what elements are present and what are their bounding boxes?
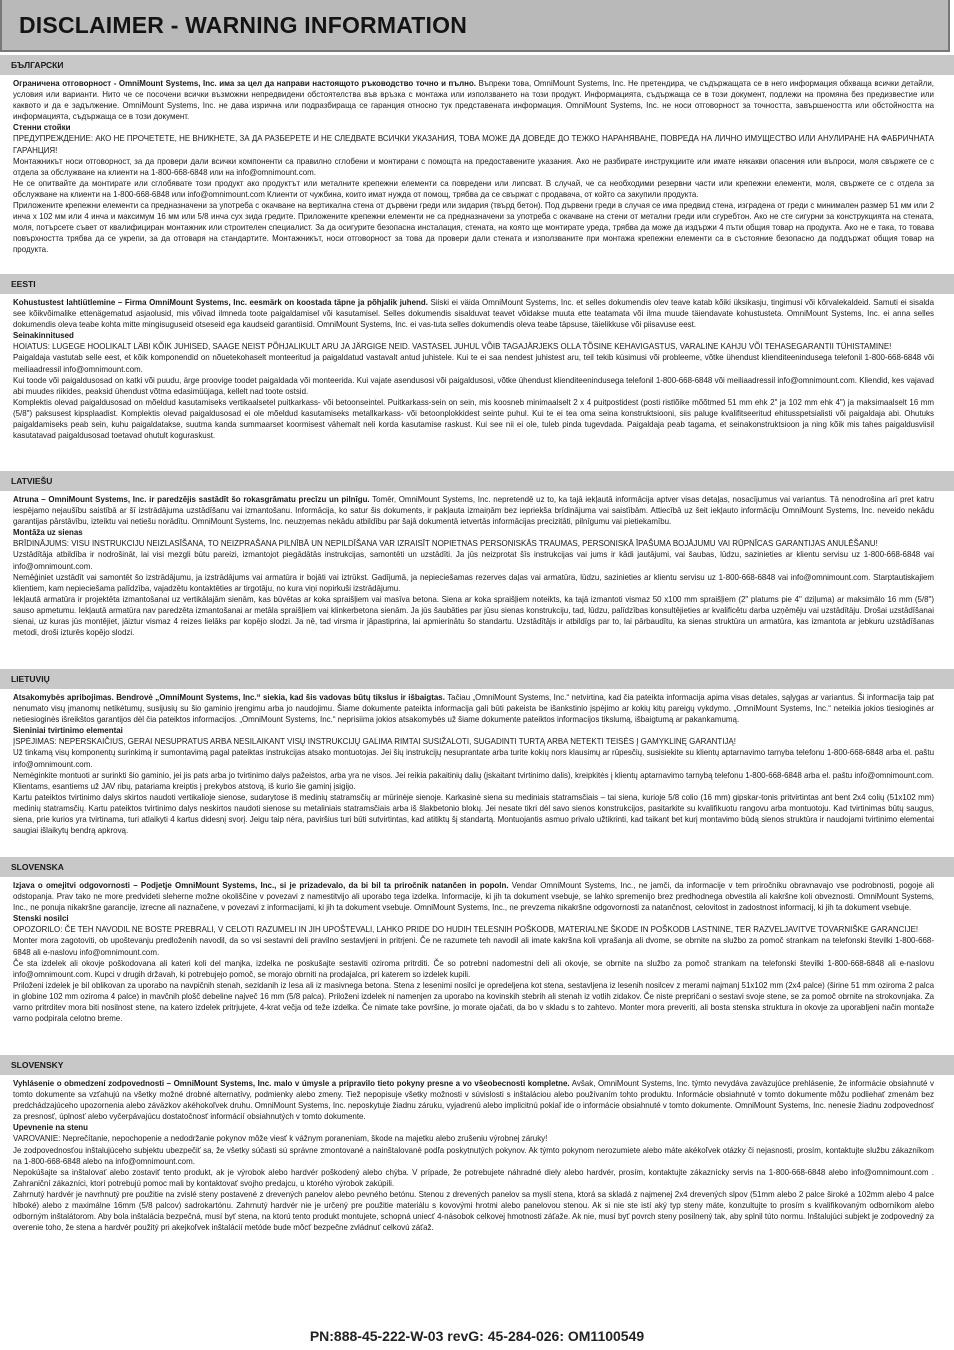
warning-text: ĮSPĖJIMAS: NEPERSKAIČIUS, GERAI NESUPRATUS ARBA NESILAIKANT VISŲ INSTRUKCIJŲ GALIMA RIMTAI SUSIŽALOTI, SUGADINTI TURTĄ ARBA NETEKTI TEISĖS Į GAMYKLINĘ GARANTIJĄ!: [13, 737, 736, 747]
section-body: [0, 689, 954, 836]
instruction-paragraph: Uzstādītāja atbildība ir nodrošināt, lai visi mezgli būtu pareizi, izmantojot piegādātās instrukcijas, samontēti un uzstādīti. Ja jūs neizprotat šīs instrukcijas vai jums ir kādi jautājumi, vai šaubas, lūdzu, sazinieties ar klientu servisu uz 1-800-668-6848 vai info@omnimount.com.: [13, 550, 934, 571]
section-body: [0, 75, 954, 256]
disclaimer-text: Vendar OmniMount Systems, Inc., ne jamči, da informacije v tem priročniku obravnavajo vse podrobnosti, pogoje ali odstopanja. Prav tako ne more predvideti slehernе možne okoliščine v povezavi z namestitvijo ali uporabo tega izdelka. Informacije, ki jih ta dokument vsebuje, se lahko spremenijo brez predhodnega obvestila ali kakršne koli obveznosti. OmniMount Systems, Inc., ne ponuja nikakršne garancije, izrecne ali naznačene, v povezavi z informacijami, ki jih ta dokument vsebuje. OmniMount Systems, Inc., ne prevzema nikakršne odgovornosti za natančnost, celovitost in zadostnost informacij, ki jih ta dokument vsebuje.: [13, 881, 934, 913]
language-section: [0, 471, 954, 638]
language-section: [0, 274, 954, 441]
warning-text: OPOZORILO: ČE TEH NAVODIL NE BOSTE PREBRALI, V CELOTI RAZUMELI IN JIH UPOŠTEVALI, LAHKO PRIDE DO HUDIH TELESNIH POŠKODB, MATERIALNE ŠKODE IN POŠKODB LASTNINE, TER RAZVELJAVITVE TOVARNIŠKE GARANCIJE!: [13, 925, 919, 935]
section-body: [0, 877, 954, 1024]
section-language-heading: LIETUVIŲ: [0, 669, 954, 689]
section-language-heading: EESTI: [0, 274, 954, 294]
instruction-paragraph: Komplektis olevad paigaldusosad on mõeldud kasutamiseks vertikaalsetel puitkarkass- või betoonseintel. Puitkarkass-sein on sein, mis koosneb minimaalselt 2 x 4 puitpostidest (posti ristlõike mõõtmed 51 mm ehk 2" ja 102 mm ehk 4") ja maksimaalselt 16 mm (5/8") paksusest kipsplaadist. Komplektis olevad paigaldusosad ei ole mõeldud kasutamiseks metallkarkass- või betoonplokkidest seinte puhul. Kui te ei tea oma seina konstruktsiooni, siis paluge kvalifitseeritud ehitusspetsialisti või paigaldaja abi. Ohutuks paigaldamiseks peab sein, kuhu paigaldatakse, suutma kanda summaarset koormisest vähemalt neli korda kasutamise raskust. Kui see nii ei ole, tuleb pinda tugevdada. Paigaldaja peab tagama, et seinakonstruktsioon ja ning kõik mis tahes paigaldusviisil kasutatavad paigaldusosad toetavad ohutult koguraskust.: [13, 397, 934, 441]
wall-mount-heading: Stenski nosilci: [13, 914, 69, 924]
wall-mount-heading: Стенни стойки: [13, 123, 71, 133]
part-number-footer: PN:888-45-222-W-03 revG: 45-284-026: OM1100549: [309, 1328, 645, 1344]
instruction-paragraph: Kui toode või paigaldusosad on katki või puudu, ärge proovige toodet paigaldada või monteerida. Kui vajate asendusosi või paigaldusosi, võtke ühendust klienditeenindusega telefonil 1-800-668-6848 või meiliaadressil info@omnimount.com. Kliendid, kes vajavad abi muudes riikides, peaksid ühendust võtma edasimüüjaga, kellelt nad toote ostsid.: [13, 375, 934, 396]
disclaimer-lead: Ограничена отговорност - OmniMount Systems, Inc. има за цел да направи настоящото ръководство точно и пълно.: [13, 79, 477, 88]
disclaimer-lead: Atsakomybės apribojimas. Bendrovė „OmniMount Systems, Inc.“ siekia, kad šis vadovas būtų tikslus ir išbaigtas.: [13, 693, 445, 702]
warning-text: ПРЕДУПРЕЖДЕНИЕ: АКО НЕ ПРОЧЕТЕТЕ, НЕ ВНИКНЕТЕ, ЗА ДА РАЗБЕРЕТЕ И НЕ СЛЕДВАТЕ ВСИЧКИ УКАЗАНИЯ, ТОВА МОЖЕ ДА ДОВЕДЕ ДО ТЕЖКО НАРАНЯВАНЕ, ПОВРЕДА НА ЛИЧНО ИМУЩЕСТВО ИЛИ АНУЛИРАНЕ НА ФАБРИЧНАТА ГАРАНЦИЯ!: [13, 134, 934, 155]
disclaimer-paragraph: [13, 1078, 934, 1122]
warning-text: VAROVANIE: Neprečítanie, nepochopenie a nedodržanie pokynov môže viesť k vážnym poraneniam, škode na majetku alebo zrušeniu výrobnej záruky!: [13, 1134, 548, 1144]
instruction-paragraph: Už tinkamą visų komponentų surinkimą ir sumontavimą pagal pateiktas instrukcijas atsako montuotojas. Jei šių instrukcijų nesuprantate arba turite kokių nors klausimų ar rūpesčių, susisiekite su klientų aptarnavimo tarnyba telefonu 1-800-668-6848 arba el. paštu info@omnimount.com.: [13, 748, 934, 769]
disclaimer-text: Tačiau „OmniMount Systems, Inc.“ netvirtina, kad čia pateikta informacija apima visas detales, sąlygas ar variantus. Ši informacija taip pat nenumato visų įmanomų netikėtumų, susijusių su šio gaminio įrengimu arba jo naudojimu. Šiame dokumente pateikta informacija gali būti pakeista be išankstinio įspėjimo ar kokių kitų pareigų vykdymo. „OmniMount Systems, Inc.“ neteikia jokios tiesioginės ar netiesioginės išreikštos garantijos dėl čia pateiktos informacijos. „OmniMount Systems, Inc.“ neprisiima jokios atsakomybės už šiame dokumente pateiktos informacijos tikslumą, išbaigtumą ar pakankamumą.: [13, 693, 934, 725]
language-section: [0, 857, 954, 1024]
section-body: [0, 294, 954, 441]
language-section: [0, 669, 954, 836]
instruction-paragraph: Kartu pateiktos tvirtinimo dalys skirtos naudoti vertikalioje sienose, sudarytose iš medinių statramsčių ar mūrinėje sienoje. Karkasinė siena su mediniais statramsčiais – tai siena, kurioje 5/8 colio (16 mm) gipskar-tonis pritvirtintas ant bent 2x4 colių (51x102 mm) medinių statramsčių. Kartu pateiktos tvirtinimo dalys neskirtos naudoti sienose su metaliniais statramsčiais arba iš šlakbetonio blokų. Jei nesate tikri dėl savo sienos konstrukcijos, pasitarkite su kvalifikuotu rangovu arba montuotoju. Kad tvirtinimas būtų saugus, siena, prie kurios yra tvirtinama, turi atlaikyti 4 kartus didesnį svorį. Jeigu taip nėra, paviršius turi būti sutvirtintas, kad atitiktų šį standartą. Montuojantis asmuo privalo užtikrinti, kad taikant bet kurį montavimo būdą sienos struktūra ir naudojami tvirtinimo elementai saugiai išlaikytų bendrą apkrovą.: [13, 792, 934, 836]
instruction-paragraph: Iekļautā armatūra ir projektēta izmantošanai uz vertikālajām sienām, kas būvētas ar koka spraišļiem vai masīva betona. Siena ar koka spraišļiem noteikts, ka tajā izmantoti vismaz 50 x100 mm spraišļiem (2" platums pie 4" dziļuma) ar maksimālo 16 mm (5/8") sauso apmetumu. Iekļautā armatūra nav paredzēta izmantošanai ar metāla spraišļiem vai klinkerbetona sienām. Ja jūs šaubāties par jūsu sienas konstrukciju, tad, lūdzu, palīdzības konsultējieties ar kvalificētu darba uzņēmēju vai uzstādītāju. Drošai uzstādīšanai sienai, uz kuras jūs montējiet, jāiztur vismaz 4 reizes lielāks par kopējo slodzi. Ja nē, tad virsma ir jāpastiprina, lai apmierinātu šo standartu. Uzstādītājs ir atbildīgs par to, lai pārbaudītu, ka sienas struktūra un armatūra, kas izmantota ar jebkuru uzstādīšanas metodi, droši izturēs kopējo slodzi.: [13, 594, 934, 638]
section-body: [0, 491, 954, 638]
instruction-paragraph: Nemėginkite montuoti ar surinkti šio gaminio, jei jis pats arba jo tvirtinimo dalys pažeistos, arba yra ne visos. Jei reikia pakaitinių dalių (įskaitant tvirtinimo dalis), kreipkitės į klientų aptarnavimo tarnybą telefonu 1-800-668-6848 arba el. paštu info@omnimount.com. Klientams, esantiems už JAV ribų, patariama kreiptis į prekybos atstovą, iš kurio šie gaminį įsigijo.: [13, 770, 934, 791]
warning-text: BRĪDINĀJUMS: VISU INSTRUKCIJU NEIZLASĪŠANA, TO NEIZPRAŠANA PILNĪBĀ UN NEPILDĪŠANA VAR IZRAISĪT NOPIETNAS PERSONISKĀS TRAUMAS, PERSONISKĀ ĪPAŠUMA BOJĀJUMU VAI RŪPNĪCAS GARANTIJAS ANULĒŠANU!: [13, 539, 878, 549]
page-title: DISCLAIMER - WARNING INFORMATION: [19, 12, 468, 38]
instruction-paragraph: Монтажникът носи отговорност, за да провери дали всички компоненти са правилно сглобени и монтирани с помощта на предоставените указания. Ако не разбирате инструкциите или имате някакви опасения или въпроси, моля свържете се с отдела за обслужване на клиенти на 1-800-668-6848 или на info@omnimount.com.: [13, 156, 934, 177]
section-body: [0, 1075, 954, 1233]
disclaimer-text: Въпреки това, OmniMount Systems, Inc. Не претендира, че съдържащата се в него информация обхваща всички детайли, условия или варианти. Нито че се посочени всички възможни непредвидени обстоятелства във връзка с монтажа или използването на този продукт. Информацията, съдържаща се в този документ, подлежи на промяна без предизвестие или каквото и да е задължение. OmniMount Systems, Inc. не дава изрична или подразбираща се гаранция относно тук представената информация. OmniMount Systems, Inc. не носи отговорност за точността, завършеността или обстойността на информацията, съдържаща се в този документ.: [13, 79, 934, 122]
disclaimer-text: Siiski ei väida OmniMount Systems, Inc. et selles dokumendis olev teave katab kõiki üksikasju, tingimusi või kõrvalekaldeid. Samuti ei sisalda see kõikvõimalike ettenägematud asjaolusid, mis võivad ilmneda toote paigaldamisel või kasutamisel. Selles dokumendis sisalduvat teavet võidakse muuta ette teatamata või ilma muude täiendavate kohustusteta. OmniMount Systems, Inc. ei anna selles dokumendis oleva teabe kohta mitte mingisuguseid otseseid ega kaudseid garantiisid. OmniMount Systems, Inc. ei vas-tuta selles dokumendis oleva teabe täpsuse, täielikkuse või piisavuse eest.: [13, 298, 934, 330]
disclaimer-paragraph: [13, 297, 934, 330]
wall-mount-heading: Sieniniai tvirtinimo elementai: [13, 726, 123, 736]
section-language-heading: SLOVENSKA: [0, 857, 954, 877]
disclaimer-lead: Izjava o omejitvi odgovornosti – Podjetje OmniMount Systems, Inc., si je prizadevalo, da bi bil ta priročnik natančen in popoln.: [13, 881, 509, 890]
disclaimer-lead: Atruna – OmniMount Systems, Inc. ir paredzējis sastādīt šo rokasgrāmatu precīzu un pilnīgu.: [13, 495, 370, 504]
disclaimer-lead: Kohustustest lahtiütlemine – Firma OmniMount Systems, Inc. eesmärk on koostada täpne ja põhjalik juhend.: [13, 298, 428, 307]
section-language-heading: SLOVENSKY: [0, 1055, 954, 1075]
disclaimer-text: Avšak, OmniMount Systems, Inc. týmto nevydáva zavàzujúce prehlásenie, že informácie obsiahnuté v tomto dokumente sa vzťahujú na všetky možné drobné alternatívy, podmienky alebo zmeny. Tiež nepopisuje všetky možnosti v súvislosti s inštaláciou alebo používaním tohto produktu. Informácie obsiahnuté v tomto dokumente môžu podliehať zmenám bez predchádzajúceho upozornenia alebo záväzkov akéhokoľvek druhu. OmniMount Systems, Inc. neposkytuje žiadnu záruku, vyjadrenú alebo implicitnú pokiaľ ide o informácie obsiahnuté v tomto dokumente. OmniMount Systems, Inc. nenesie žiadnu zodpovednosť za presnosť, úplnosť alebo vyčerpávajúcu dostatočnosť informácií obsiahnutých v tomto dokumente.: [13, 1079, 934, 1122]
wall-mount-heading: Upevnenie na stenu: [13, 1123, 88, 1133]
disclaimer-paragraph: [13, 880, 934, 913]
disclaimer-lead: Vyhlásenie o obmedzení zodpovednosti – OmniMount Systems, Inc. malo v úmysle a pripravilo tieto pokyny presne a vo všeobecnosti kompletne.: [13, 1079, 570, 1088]
title-bar: [0, 0, 950, 52]
warning-text: HOIATUS: LUGEGE HOOLIKALT LÄBI KÕIK JUHISED, SAAGE NEIST PÕHJALIKULT ARU JA JÄRGIGE NEID. VASTASEL JUHUL VÕIB TAGAJÄRJEKS OLLA TÕSINE KEHAVIGASTUS, VARALINE KAHJU VÕI TEHASEGARANTII TÜHISTAMINE!: [13, 342, 892, 352]
instruction-paragraph: Paigaldaja vastutab selle eest, et kõik komponendid on nõuetekohaselt monteeritud ja paigaldatud vastavalt antud juhistele. Kui te ei saa nendest juhistest aru, teil tekib küsimusi või probleeme, võtke ühendust klienditeenindusega telefonil 1-800-668-6848 või meiliaadressil info@omnimount.com.: [13, 353, 934, 374]
disclaimer-paragraph: [13, 78, 934, 122]
instruction-paragraph: Nepokúšajte sa inštalovať alebo zostaviť tento produkt, ak je výrobok alebo hardvér poškodený alebo chýba. V prípade, že potrebujete náhradné diely alebo hardvér, prosím, kontaktujte zákaznícky servis na 1-800-668-6848 alebo info@omnimount.com . Zahraniční zákazníci, ktorí potrebujú pomoc mali by kontaktovať svojho predajcu, u ktorého výrobok zakúpili.: [13, 1167, 934, 1188]
instruction-paragraph: Če sta izdelek ali okovje poškodovana ali kateri koli del manjka, izdelka ne poskušajte sestaviti oziroma pritrditi. Če so potrebni nadomestni deli ali okovje, se obrnite na službo za pomoč strankam na telefonski številki 1-800-668-6848 ali e-naslovu info@omnimount.com. Kupci v drugih državah, ki potrebujejo pomoč, se morajo obrniti na prodajalca, pri katerem so izdelek kupili.: [13, 958, 934, 979]
disclaimer-text: Tomēr, OmniMount Systems, Inc. nepretendē uz to, ka tajā iekļautā informācija aptver visas detaļas, nosacījumus vai variantus. Tā nenodrošina arī pret katru iespējamo nejaušību saistībā ar šī izstrādājuma uzstādīšanu vai izmantošanu. Informācija, ko satur šis dokuments, ir pakļauta izmaiņām bez iepriekša brīdinājuma vai saistībām. Attiecībā uz šeit iekļauto informāciju OmniMount Systems, Inc. neveido nekādu garantijas pārstāvību, izteiktu vai netiešu norādītu. OmniMount Systems, Inc. neuzņemas nekādu atbildību par šajā dokumentā ietvertās informācijas precizitāti, pilnīgumu vai pietiekamību.: [13, 495, 935, 527]
instruction-paragraph: Monter mora zagotoviti, ob upoštevanju predloženih navodil, da so vsi sestavni deli pravilno sestavljeni in pritrjeni. Če ne razumete teh navodil ali imate kakršna koli vprašanja ali dvome, se obrnite na službo za pomoč strankam na telefonski številki 1-800-668-6848 ali e-naslovu info@omnimount.com.: [13, 936, 934, 957]
language-section: [0, 55, 954, 256]
disclaimer-paragraph: [13, 494, 934, 527]
instruction-paragraph: Nemēģiniet uzstādīt vai samontēt šo izstrādājumu, ja izstrādājums vai armatūra ir bojāti vai iztrūkst. Gadījumā, ja nepieciešamas rezerves daļas vai armatūra, lūdzu, sazinieties ar klientu servisu uz 1-800-668-6848 vai info@omnimount.com. Starptautiskajiem klientiem, kam nepieciešama palīdzība, vajadzētu kontaktēties ar tirgotāju, no kura viņi nopirkuši izstrādājumu.: [13, 572, 934, 593]
instruction-paragraph: Je zodpovednosťou inštalujúceho subjektu ubezpečiť sa, že všetky súčasti sú správne zmontované a nainštalované podľa poskytnutých pokynov. Ak týmto pokynom nerozumiete alebo máte akékoľvek otázky či nejasnosti, prosím, kontaktujte službu zákazníkom na 1-800-668-6848 alebo na info@omnimount.com.: [13, 1145, 934, 1166]
wall-mount-heading: Seinakinnitused: [13, 331, 74, 341]
disclaimer-paragraph: [13, 692, 934, 725]
section-language-heading: LATVIEŠU: [0, 471, 954, 491]
instruction-paragraph: Priloženi izdelek je bil oblikovan za uporabo na navpičnih stenah, sezidanih iz lesa ali iz masivnega betona. Stena z lesenimi nosilci je opredeljena kot stena, sestavljena iz lesenih nosilcev z merami najmanj 51x102 mm (2x4 palce) (širine 51 mm oziroma 2 palca in globine 102 mm oziroma 4 palce) in mavčnih plošč debeline največ 16 mm (5/8 palca). Priloženi izdelek ni namenjen za uporabo na kovinskih stebrih ali stenah iz votlih zidakov. Če niste prepričani o sestavi svoje stene, se za pomoč obrnite na strokovnjaka. Za varno pritrditev mora biti nosilnost stene, na katero izdelek pritrjujete, 4-krat večja od teže izdelka. Če nimate take površine, jo morate ojačati, da bo v skladu s to zahtevo. Monter mora preveriti, ali bosta stenska struktura in okovje za uporabljeni način montaže varno podpirala celotno breme.: [13, 980, 934, 1024]
section-language-heading: БЪЛГАРСКИ: [0, 55, 954, 75]
instruction-paragraph: Zahrnutý hardvér je navrhnutý pre použitie na zvislé steny postavené z drevených panelov alebo pevného betónu. Stenou z drevených panelov sa myslí stena, ktorá sa skladá z najmenej 2x4 drevených slpov (51mm alebo 2 palce široké a 102mm alebo 4 palce hlboké) alebo z maximálne 16mm (5/8 palcov) sadrokartónu. Zahrnutý hardvér nie je určený pre použitie materiálu s kovovými hrotmi alebo panelovou stenou. Ak si nie ste istí aký typ steny máte, konzultujte to prosím s kvalifikovaným odborníkom alebo odborným inštalátorom. Aby bola inštalácia bezpečná, musí byť stena, na ktorú tento produkt montujete, schopná unieсť 4-násobok celkovej hmotnosti záťaže. Ak nie, musí byť povrch steny posilnený tak, aby splnil túto normu. Inštalujúci subjekt je zodpovedný za overenie toho, že stena a hardvér použitý pri akejkoľvek inštalácií metóde bude môcť bezpečne zvládnuť celkovú záťaž.: [13, 1189, 934, 1233]
instruction-paragraph: Приложените крепежни елементи са предназначени за употреба с окачване на вертикална стена от дървени греди или зидария (твърд бетон). Под дървени греди в случая се има предвид стена, изградена от греди с минимален размер 51 мм или 2 инча х 102 мм или 4 инча и максимум 16 мм или 5/8 инча сух зида гредите. Приложените крепежни елементи не са предназначени за употреба с окачване на стени от метални греди или сгуребтон. Ако не сте сигурни за конструкцията на стената, моля, потърсете съвет от квалифициран монтажник или строителен специалист. За да осигурите безопасна инсталация, стената, на която ще монтирате уреда, трябва да може да издържи 4 пъти общия товар на продукта. Ако не е така, то товава повърхността трябва да се укрепи, за да отговаря на стандартите. Монтажникът, носи отговорност за това да провери дали стената и използваните при монтажа крепежни елементи са в състояние безопасно да поддържат общия товар на продукта.: [13, 201, 934, 255]
language-section: [0, 1055, 954, 1233]
wall-mount-heading: Montāža uz sienas: [13, 528, 83, 538]
instruction-paragraph: Не се опитвайте да монтирате или сглобявате този продукт ако продуктът или металните крепежни елементи са повредени или липсват. В случай, че са необходими резервни части или крепежни елементи, моля, свържете се с отдела за обслужване на клиенти на 1-800-668-6848 или info@omnimount.com Клиенти от чужбина, които имат нужда от помощ, трябва да се свържат с продавача, от който са закупили продукта.: [13, 178, 934, 199]
